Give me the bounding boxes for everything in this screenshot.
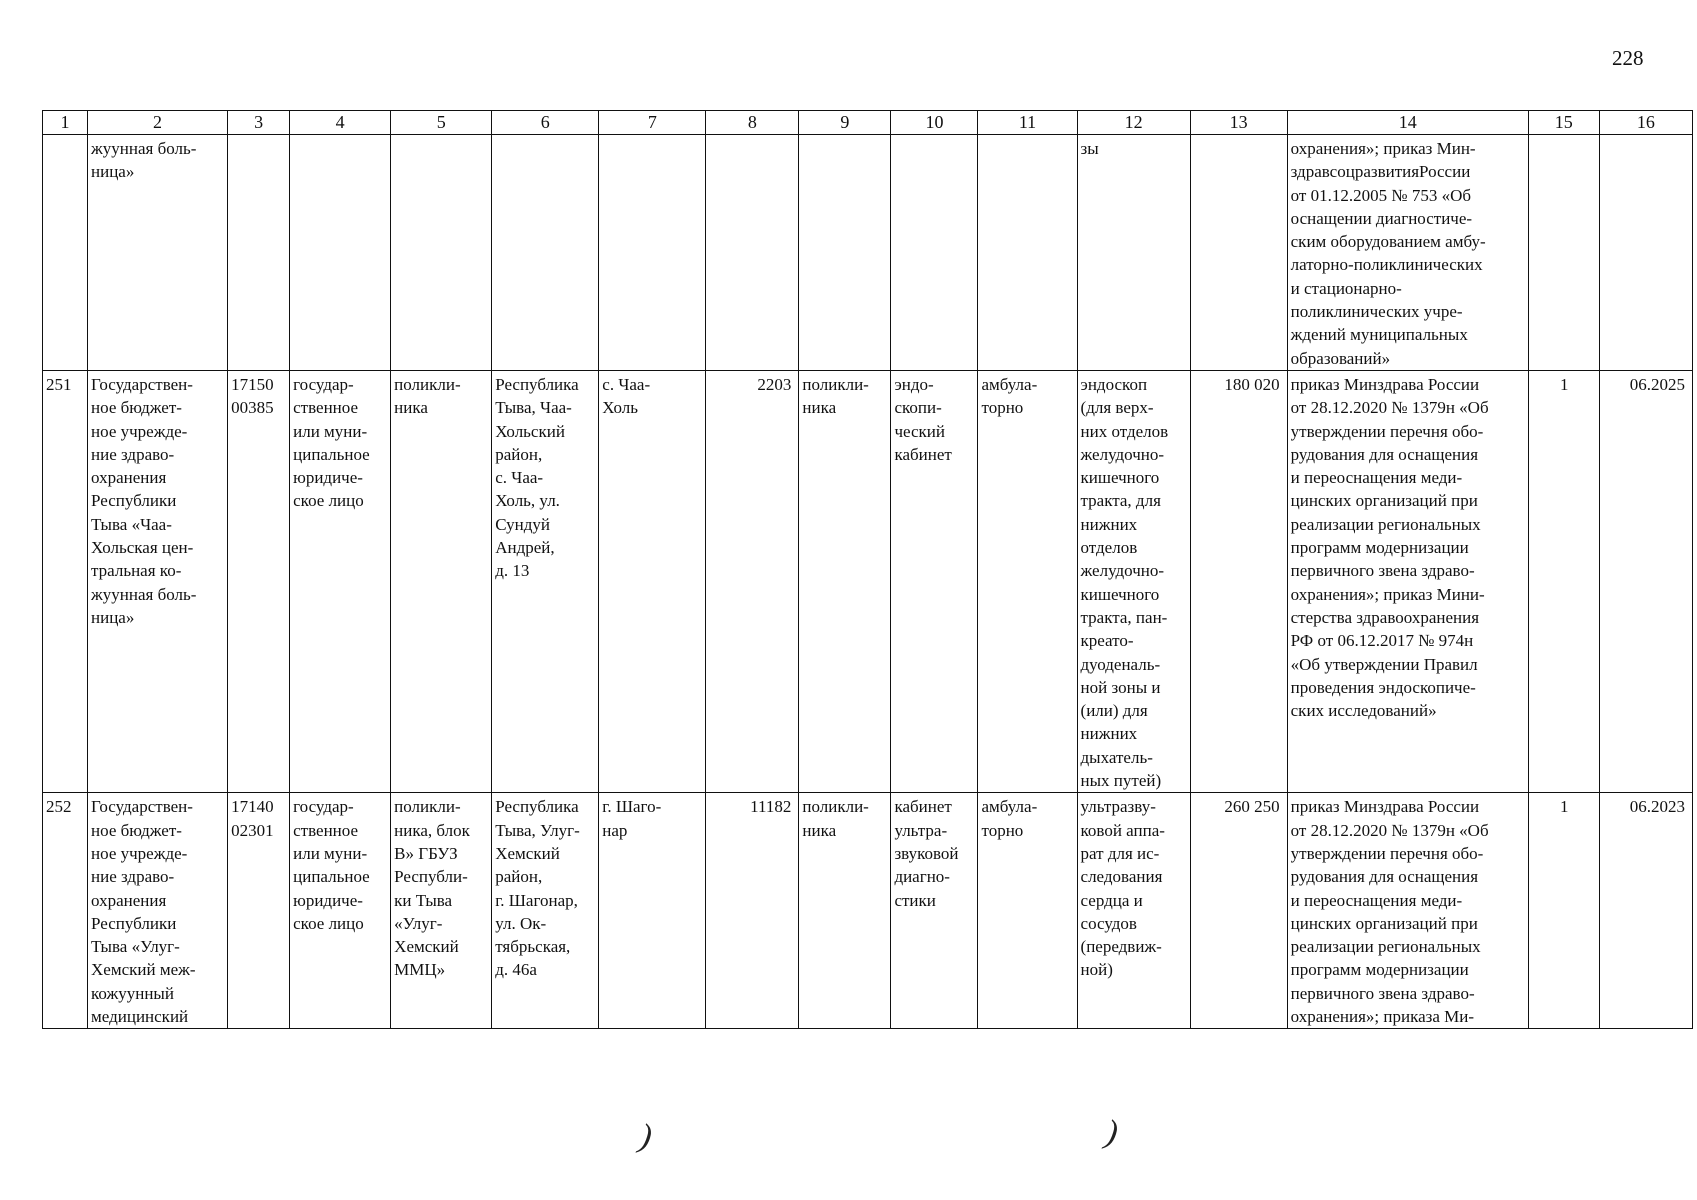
column-header: 14 [1287, 111, 1528, 135]
cell-organization: Государствен- ное бюджет- ное учрежде- ние здраво- охранения Республики Тыва «Улуг- Хемский меж- кожуунный медицинский [88, 793, 228, 1029]
column-header: 8 [706, 111, 799, 135]
cell-legal-form: государ- ственное или муни- ципальное юридиче- ское лицо [290, 793, 391, 1029]
cell-care-mode [978, 135, 1077, 371]
cell-quantity: 1 [1528, 793, 1599, 1029]
column-header: 15 [1528, 111, 1599, 135]
table-row [43, 793, 1693, 1029]
cell-legal-form: государ- ственное или муни- ципальное юридиче- ское лицо [290, 370, 391, 792]
cell-cost: 260 250 [1190, 793, 1287, 1029]
column-header: 16 [1599, 111, 1692, 135]
table-header-row [43, 111, 1693, 135]
cell-organization: Государствен- ное бюджет- ное учрежде- ние здраво- охранения Республики Тыва «Чаа- Хольская цен- тральная ко- жуунная боль- ница» [88, 370, 228, 792]
cell-address: Республика Тыва, Чаа- Хольский район, с. Чаа- Холь, ул. Сундуй Андрей, д. 13 [492, 370, 599, 792]
cell-unit: поликли- ника [799, 370, 891, 792]
cell-cost [1190, 135, 1287, 371]
cell-facility-type [391, 135, 492, 371]
cell-facility-type: поликли- ника [391, 370, 492, 792]
cell-population: 2203 [706, 370, 799, 792]
table-row [43, 370, 1693, 792]
cell-regulation: охранения»; приказ Мин- здравсоцразвитияРоссии от 01.12.2005 № 753 «Об оснащении диагностиче- ским оборудованием амбу- латорно-поликлинических и стационарно- поликлинических учре- ждений муниципальных образований» [1287, 135, 1528, 371]
cell-equipment: эндоскоп (для верх- них отделов желудочно- кишечного тракта, для нижних отделов желудочно- кишечного тракта, пан- креато- дуоденаль- ной зоны и (или) для нижних дыхатель- ных путей) [1077, 370, 1190, 792]
cell-unit: поликли- ника [799, 793, 891, 1029]
column-header: 11 [978, 111, 1077, 135]
cell-department: эндо- скопи- ческий кабинет [891, 370, 978, 792]
column-header: 3 [228, 111, 290, 135]
cell-equipment: ультразву- ковой аппа- рат для ис- следования сердца и сосудов (передвиж- ной) [1077, 793, 1190, 1029]
column-header: 12 [1077, 111, 1190, 135]
cell-care-mode: амбула- торно [978, 370, 1077, 792]
cell-population: 11182 [706, 793, 799, 1029]
scan-mark-left: ) [636, 1117, 655, 1156]
column-header: 7 [599, 111, 706, 135]
cell-date: 06.2023 [1599, 793, 1692, 1029]
scan-mark-right: ) [1102, 1113, 1121, 1152]
column-header: 5 [391, 111, 492, 135]
cell-legal-form [290, 135, 391, 371]
cell-equipment: зы [1077, 135, 1190, 371]
cell-quantity: 1 [1528, 370, 1599, 792]
column-header: 9 [799, 111, 891, 135]
page-number: 228 [1612, 46, 1644, 70]
registry-table [42, 110, 1693, 1029]
cell-date [1599, 135, 1692, 371]
cell-code: 17140 02301 [228, 793, 290, 1029]
cell-number: 252 [43, 793, 88, 1029]
cell-number: 251 [43, 370, 88, 792]
column-header: 1 [43, 111, 88, 135]
cell-code [228, 135, 290, 371]
cell-address [492, 135, 599, 371]
cell-address: Республика Тыва, Улуг- Хемский район, г. Шагонар, ул. Ок- тябрьская, д. 46а [492, 793, 599, 1029]
cell-organization: жуунная боль- ница» [88, 135, 228, 371]
cell-settlement: с. Чаа- Холь [599, 370, 706, 792]
cell-unit [799, 135, 891, 371]
cell-care-mode: амбула- торно [978, 793, 1077, 1029]
column-header: 10 [891, 111, 978, 135]
cell-settlement: г. Шаго- нар [599, 793, 706, 1029]
cell-code: 17150 00385 [228, 370, 290, 792]
cell-settlement [599, 135, 706, 371]
cell-number [43, 135, 88, 371]
cell-regulation: приказ Минздрава России от 28.12.2020 № 1379н «Об утверждении перечня обо- рудования для оснащения и переоснащения меди- цинских организаций при реализации региональных программ модернизации первичного звена здраво- охранения»; приказа Ми- [1287, 793, 1528, 1029]
cell-regulation: приказ Минздрава России от 28.12.2020 № 1379н «Об утверждении перечня обо- рудования для оснащения и переоснащения меди- цинских организаций при реализации региональных программ модернизации первичного звена здраво- охранения»; приказ Мини- стерства здравоохранения РФ от 06.12.2017 № 974н «Об утверждении Правил проведения эндоскопиче- ских исследований» [1287, 370, 1528, 792]
column-header: 2 [88, 111, 228, 135]
cell-cost: 180 020 [1190, 370, 1287, 792]
cell-population [706, 135, 799, 371]
cell-date: 06.2025 [1599, 370, 1692, 792]
column-header: 6 [492, 111, 599, 135]
cell-quantity [1528, 135, 1599, 371]
cell-facility-type: поликли- ника, блок В» ГБУЗ Республи- ки Тыва «Улуг- Хемский ММЦ» [391, 793, 492, 1029]
table-row-continuation [43, 135, 1693, 371]
column-header: 13 [1190, 111, 1287, 135]
cell-department [891, 135, 978, 371]
column-header: 4 [290, 111, 391, 135]
cell-department: кабинет ультра- звуковой диагно- стики [891, 793, 978, 1029]
